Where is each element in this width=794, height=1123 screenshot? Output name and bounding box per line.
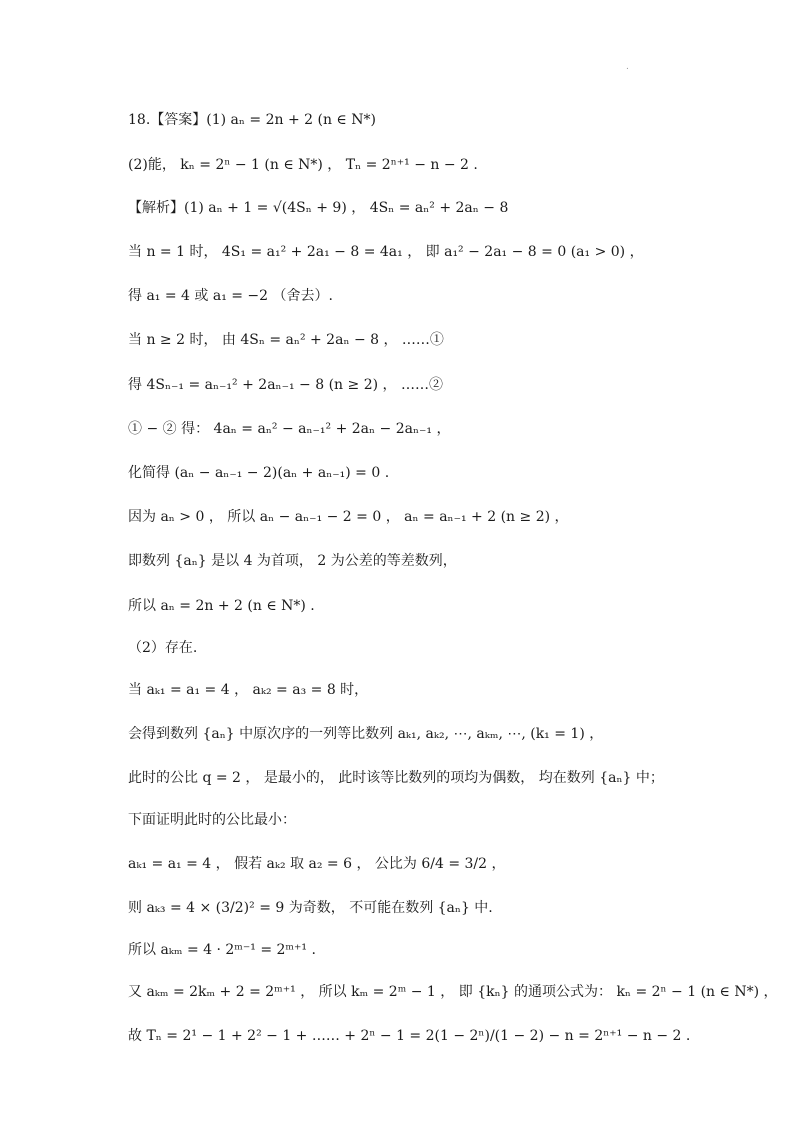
analysis-line-4: 当 n ≥ 2 时， 由 4Sₙ = aₙ² + 2aₙ − 8 ， ……① xyxy=(128,332,444,348)
part2-line-6: 则 aₖ₃ = 4 × (3/2)² = 9 为奇数， 不可能在数列 {aₙ} 中. xyxy=(128,900,493,916)
analysis-line-1: 【解析】(1) aₙ + 1 = √(4Sₙ + 9) ， 4Sₙ = aₙ² + 2aₙ − 8 xyxy=(128,200,509,216)
analysis-line-9: 即数列 {aₙ} 是以 4 为首项， 2 为公差的等差数列， xyxy=(128,553,457,569)
analysis-line-2: 当 n = 1 时， 4S₁ = a₁² + 2a₁ − 8 = 4a₁ ， 即 a₁² − 2a₁ − 8 = 0 (a₁ > 0) ， xyxy=(128,244,644,260)
part2-line-1: 当 aₖ₁ = a₁ = 4 ， aₖ₂ = a₃ = 8 时， xyxy=(128,682,369,698)
page-mark: . xyxy=(626,62,629,72)
analysis-line-8: 因为 aₙ > 0 ， 所以 aₙ − aₙ₋₁ − 2 = 0 ， aₙ = aₙ₋₁ + 2 (n ≥ 2) ， xyxy=(128,509,569,525)
part2-line-7: 所以 aₖₘ = 4 · 2ᵐ⁻¹ = 2ᵐ⁺¹ . xyxy=(128,942,316,958)
answer-line-2: (2)能， kₙ = 2ⁿ − 1 (n ∈ N*) ， Tₙ = 2ⁿ⁺¹ − n − 2 . xyxy=(128,157,478,173)
part2-line-4: 下面证明此时的公比最小： xyxy=(128,812,296,828)
analysis-line-7: 化简得 (aₙ − aₙ₋₁ − 2)(aₙ + aₙ₋₁) = 0 . xyxy=(128,465,390,481)
analysis-line-3: 得 a₁ = 4 或 a₁ = −2 （舍去）. xyxy=(128,288,333,304)
part2-line-3: 此时的公比 q = 2 ， 是最小的， 此时该等比数列的项均为偶数， 均在数列 {aₙ} 中； xyxy=(128,770,664,786)
part2-line-9: 故 Tₙ = 2¹ − 1 + 2² − 1 + …… + 2ⁿ − 1 = 2(1 − 2ⁿ)/(1 − 2) − n = 2ⁿ⁺¹ − n − 2 . xyxy=(128,1028,691,1044)
part2-line-5: aₖ₁ = a₁ = 4 ， 假若 aₖ₂ 取 a₂ = 6 ， 公比为 6/4 = 3/2 ， xyxy=(128,856,506,872)
analysis-line-10: 所以 aₙ = 2n + 2 (n ∈ N*) . xyxy=(128,598,315,614)
answer-line-1: 18.【答案】(1) aₙ = 2n + 2 (n ∈ N*) xyxy=(128,112,376,128)
analysis-line-5: 得 4Sₙ₋₁ = aₙ₋₁² + 2aₙ₋₁ − 8 (n ≥ 2) ， ……② xyxy=(128,377,443,393)
part2-line-2: 会得到数列 {aₙ} 中原次序的一列等比数列 aₖ₁, aₖ₂, ⋯, aₖₘ, ⋯, (k₁ = 1) ， xyxy=(128,726,604,742)
part2-line-8: 又 aₖₘ = 2kₘ + 2 = 2ᵐ⁺¹ ， 所以 kₘ = 2ᵐ − 1 ， 即 {kₙ} 的通项公式为： kₙ = 2ⁿ − 1 (n ∈ N*) ， xyxy=(128,984,778,1000)
analysis-line-6: ① − ② 得： 4aₙ = aₙ² − aₙ₋₁² + 2aₙ − 2aₙ₋₁ ， xyxy=(128,421,451,437)
part2-heading: （2）存在. xyxy=(128,640,198,656)
